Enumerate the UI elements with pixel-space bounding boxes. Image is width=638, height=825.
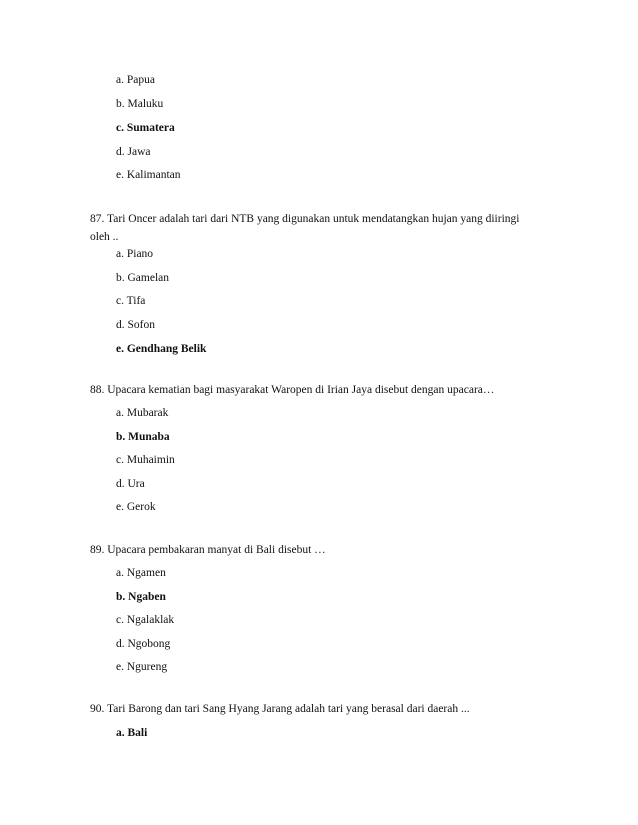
option-e: e. Gerok [116, 501, 156, 513]
option-d: d. Ura [116, 478, 145, 490]
option-c: c. Ngalaklak [116, 614, 175, 626]
option-c-correct: c. Sumatera [116, 122, 175, 134]
option-e-correct: e. Gendhang Belik [116, 343, 207, 355]
option-c: c. Muhaimin [116, 454, 175, 466]
option-a: a. Papua [116, 74, 155, 86]
option-a-correct: a. Bali [116, 727, 148, 739]
option-a: a. Ngamen [116, 567, 166, 579]
option-a: a. Mubarak [116, 407, 169, 419]
question-89: 89. Upacara pembakaran manyat di Bali disebut … [90, 544, 326, 556]
question-88: 88. Upacara kematian bagi masyarakat Waropen di Irian Jaya disebut dengan upacara… [90, 384, 495, 396]
option-e: e. Ngureng [116, 661, 168, 673]
option-b: b. Gamelan [116, 272, 170, 284]
option-a: a. Piano [116, 248, 154, 260]
question-87: 87. Tari Oncer adalah tari dari NTB yang digunakan untuk mendatangkan hujan yang diiringi oleh .. [90, 213, 520, 243]
option-d: d. Sofon [116, 319, 155, 331]
option-c: c. Tifa [116, 295, 146, 307]
option-b-correct: b. Munaba [116, 431, 170, 443]
option-d: d. Jawa [116, 146, 151, 158]
option-b-correct: b. Ngaben [116, 591, 166, 603]
option-e: e. Kalimantan [116, 169, 181, 181]
question-90: 90. Tari Barong dan tari Sang Hyang Jarang adalah tari yang berasal dari daerah ... [90, 703, 470, 715]
option-d: d. Ngobong [116, 638, 171, 650]
option-b: b. Maluku [116, 98, 164, 110]
